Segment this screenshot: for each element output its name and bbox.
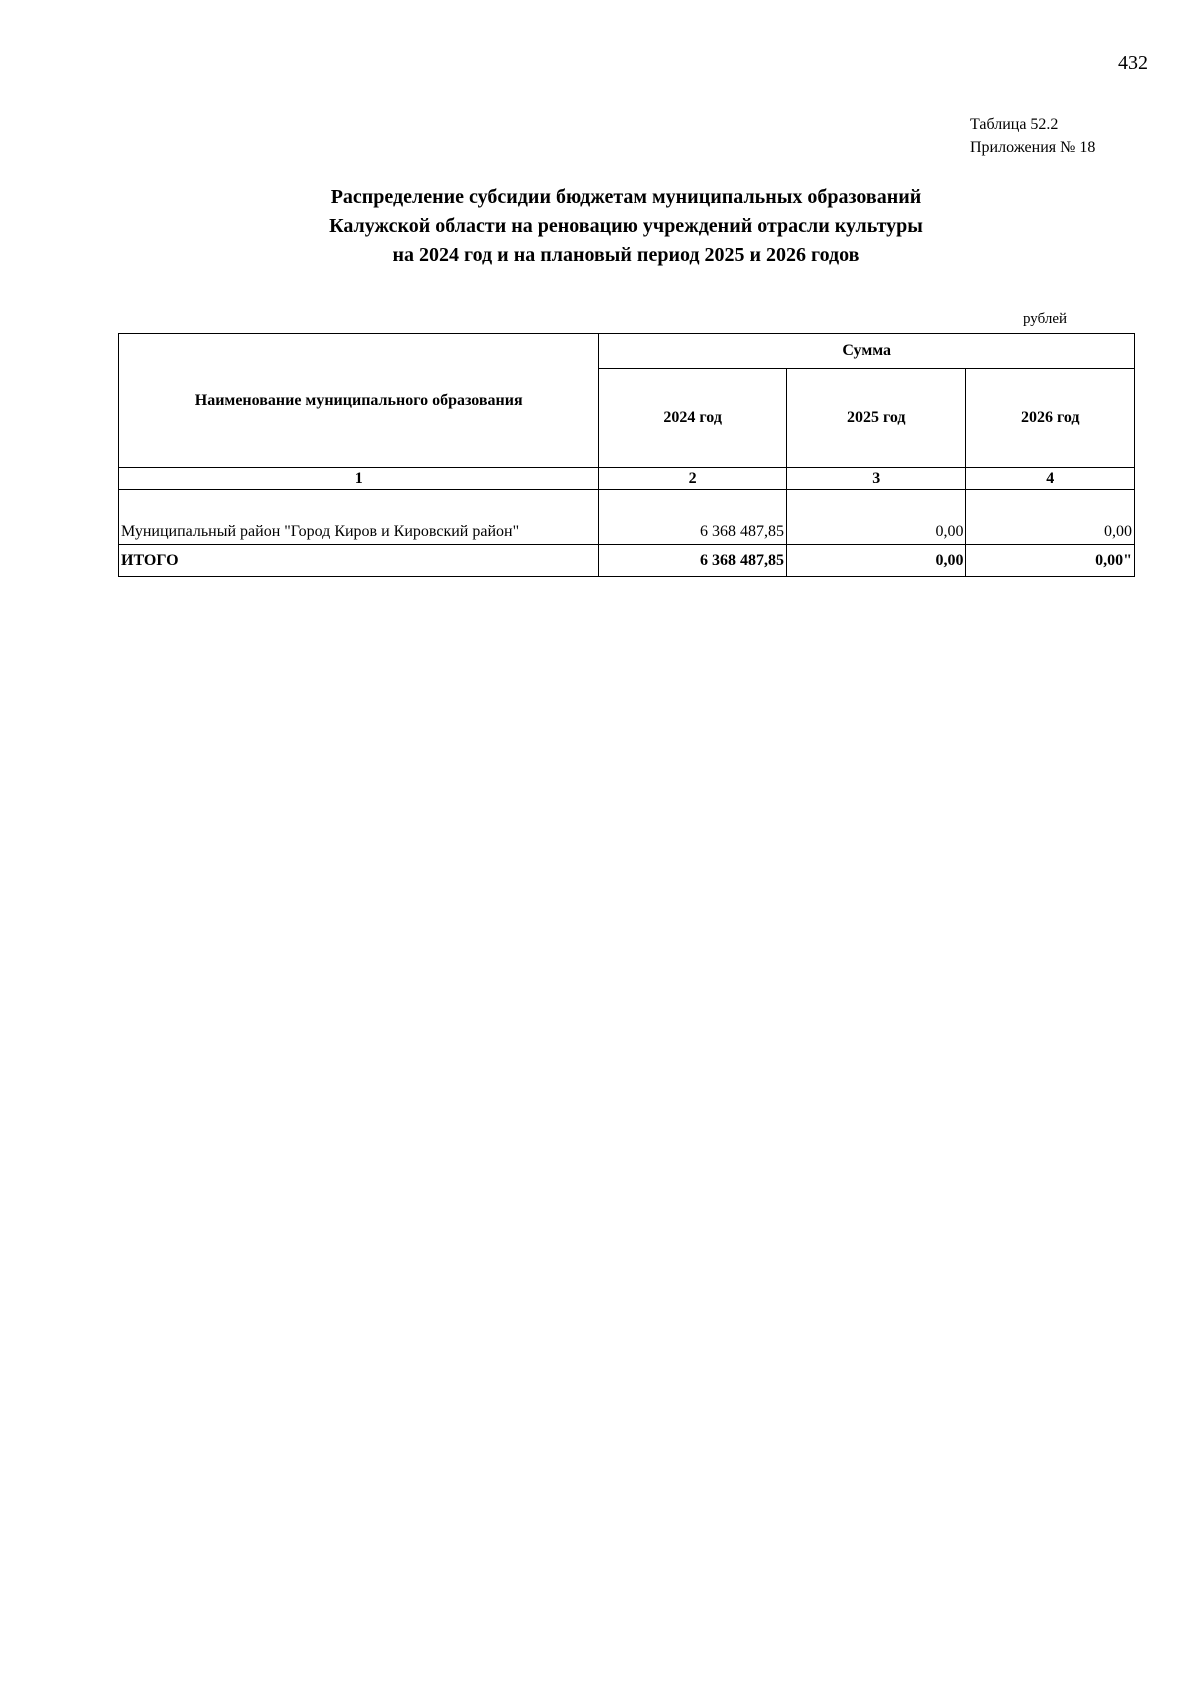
column-number: 4 <box>966 468 1135 490</box>
row-value-2026: 0,00 <box>966 490 1135 545</box>
total-value-2024: 6 368 487,85 <box>599 545 787 577</box>
table-ref-line1: Таблица 52.2 <box>970 116 1059 133</box>
table-ref-line2: Приложения № 18 <box>970 139 1096 156</box>
column-number: 1 <box>119 468 599 490</box>
units-label: рублей <box>1023 311 1068 327</box>
row-value-2025: 0,00 <box>786 490 966 545</box>
header-year-2026: 2026 год <box>966 369 1135 468</box>
column-number: 2 <box>599 468 787 490</box>
total-value-2026: 0,00" <box>966 545 1135 577</box>
title-line2: Калужской области на реновацию учреждений отрасли культуры <box>329 215 923 237</box>
title-line1: Распределение субсидии бюджетам муниципальных образований <box>330 186 922 208</box>
total-row <box>119 545 1135 577</box>
header-year-2025: 2025 год <box>786 369 966 468</box>
page-number: 432 <box>1118 52 1148 74</box>
total-label: ИТОГО <box>119 545 599 577</box>
header-year-2024: 2024 год <box>599 369 787 468</box>
title-line3: на 2024 год и на плановый период 2025 и 2026 годов <box>392 244 860 266</box>
header-sum: Сумма <box>599 334 1135 369</box>
table-row <box>119 490 1135 545</box>
subsidy-table <box>118 333 1135 577</box>
document-title <box>0 183 1200 270</box>
row-municipality-name: Муниципальный район "Город Киров и Кировский район" <box>119 490 599 545</box>
row-value-2024: 6 368 487,85 <box>599 490 787 545</box>
column-number: 3 <box>786 468 966 490</box>
header-name: Наименование муниципального образования <box>119 334 599 468</box>
total-value-2025: 0,00 <box>786 545 966 577</box>
table-reference <box>970 113 1095 159</box>
